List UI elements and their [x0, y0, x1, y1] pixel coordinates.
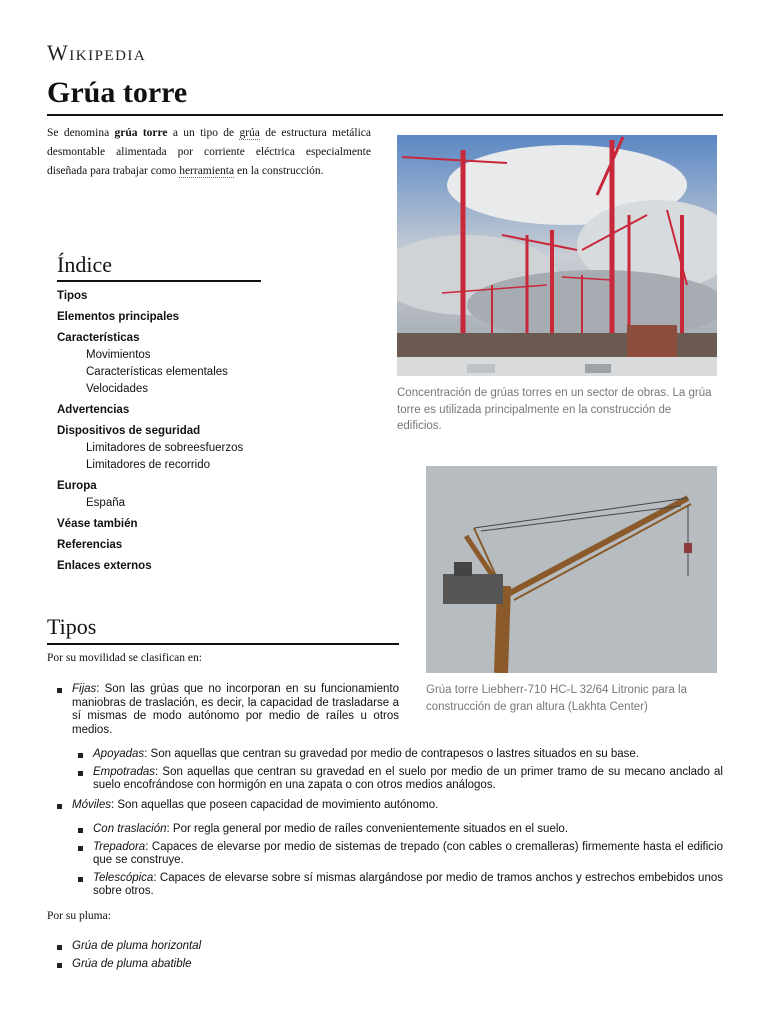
toc-item[interactable]: Referencias	[57, 539, 123, 551]
toc-item[interactable]: Limitadores de sobreesfuerzos	[86, 442, 244, 454]
intro-paragraph: Se denomina grúa torre a un tipo de grúa de estructura metálica desmontable alimentada por corriente eléctrica especialmente diseñada para trabajar como herramienta en la construcción.	[47, 127, 372, 177]
toc-item[interactable]: Características elementales	[86, 366, 228, 378]
list-item-moviles: Móviles: Son aquellas que poseen capacidad de movimiento autónomo.	[72, 799, 723, 813]
list-item-pluma-horizontal: Grúa de pluma horizontal	[72, 940, 472, 954]
pluma-intro: Por su pluma:	[47, 910, 111, 922]
list-item-apoyadas: Apoyadas: Son aquellas que centran su gravedad por medio de contrapesos o lastres situados en su base.	[93, 748, 723, 762]
fijas-list	[72, 683, 399, 737]
toc-item[interactable]: Limitadores de recorrido	[86, 459, 211, 471]
movilidad-intro: Por su movilidad se clasifican en:	[47, 652, 202, 664]
fijas-sublist	[93, 748, 723, 793]
figure-liebherr-crane	[426, 466, 717, 715]
table-of-contents	[57, 252, 261, 575]
toc-item[interactable]: Velocidades	[86, 383, 149, 395]
list-item-empotradas: Empotradas: Son aquellas que centran su gravedad en el suelo por medio de un primer tramo de su mecano anclado al suelo encofrándose con hormigón en una zapata o con otros medios análogos.	[93, 765, 723, 791]
toc-item[interactable]: Dispositivos de seguridad	[57, 425, 201, 437]
link-herramienta[interactable]: herramienta	[179, 165, 235, 177]
list-item-pluma-abatible: Grúa de pluma abatible	[72, 958, 472, 972]
toc-item[interactable]: Advertencias	[57, 404, 130, 416]
wikipedia-logo[interactable]: Wikipedia	[47, 40, 147, 65]
list-item-fijas: Fijas: Son las grúas que no incorporan en su funcionamiento maniobras de traslación, es decir, la capacidad de trasladarse a sí mismas de modo autónomo por medio de raíles u otros medios.	[72, 683, 399, 736]
figure-construction-site	[397, 135, 717, 435]
page-title: Grúa torre	[47, 76, 723, 116]
list-item-con-traslacion: Con traslación: Por regla general por medio de raíles convenientemente situados en el suelo.	[93, 823, 723, 837]
toc-item[interactable]: Europa	[57, 480, 97, 492]
toc-item[interactable]: Características	[57, 332, 140, 344]
figure-caption: Concentración de grúas torres en un sector de obras. La grúa torre es utilizada principalmente en la construcción de edificios.	[397, 387, 712, 432]
toc-item[interactable]: Elementos principales	[57, 311, 180, 323]
section-heading-tipos: Tipos	[47, 614, 399, 645]
toc-item[interactable]: Enlaces externos	[57, 560, 152, 572]
toc-item[interactable]: España	[86, 497, 126, 509]
toc-item[interactable]: Tipos	[57, 290, 88, 302]
liebherr-crane-photo[interactable]	[426, 466, 717, 673]
list-item-telescopica: Telescópica: Capaces de elevarse sobre sí mismas alargándose por medio de tramos anchos y estrechos embebidos unos sobre otros.	[93, 871, 723, 897]
link-grua[interactable]: grúa	[239, 127, 260, 139]
toc-list	[57, 288, 261, 575]
moviles-list	[72, 799, 723, 813]
moviles-sublist	[93, 823, 723, 899]
figure-caption: Grúa torre Liebherr-710 HC-L 32/64 Litronic para la construcción de gran altura (Lakhta Center)	[426, 684, 688, 713]
toc-item[interactable]: Movimientos	[86, 349, 151, 361]
list-item-trepadora: Trepadora: Capaces de elevarse por medio de sistemas de trepado (con cables o cremalleras) firmemente hasta el edificio que se construye.	[93, 840, 723, 866]
toc-heading: Índice	[57, 252, 261, 282]
construction-cranes-photo[interactable]	[397, 135, 717, 376]
toc-item[interactable]: Véase también	[57, 518, 138, 530]
pluma-list	[72, 940, 472, 971]
